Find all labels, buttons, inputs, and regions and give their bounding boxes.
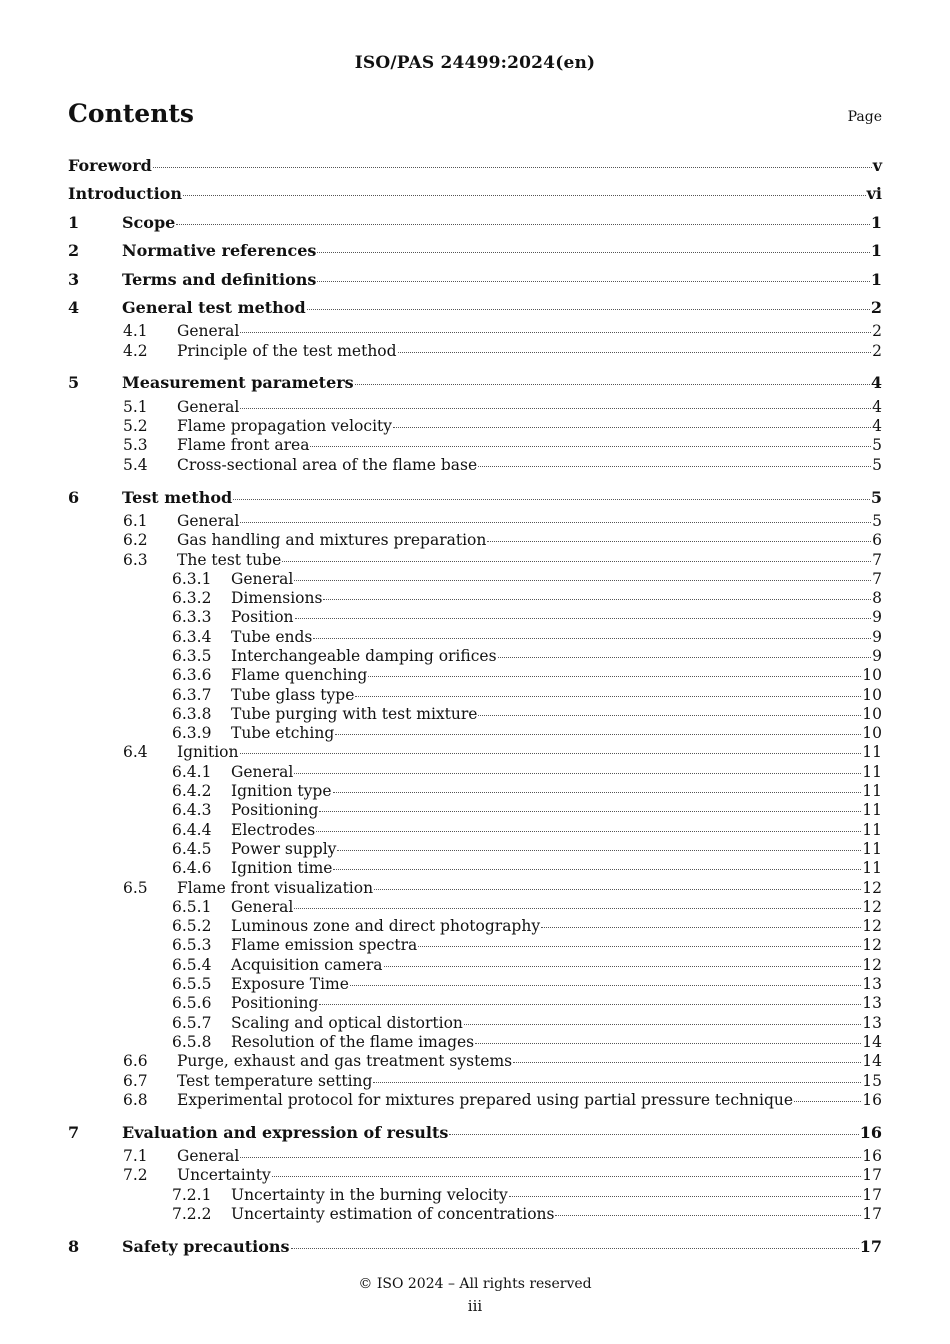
toc-entry-page[interactable]: 5 — [870, 487, 882, 507]
page-column-label: Page — [847, 109, 882, 125]
toc-entry[interactable] — [68, 936, 882, 955]
dot-leader — [313, 637, 871, 639]
toc-entry-number: 6.5.8 — [172, 1032, 212, 1051]
dot-leader — [294, 772, 861, 774]
dot-leader — [418, 945, 861, 947]
dot-leader — [478, 465, 871, 467]
toc-entry-title[interactable]: Purge, exhaust and gas treatment systems — [177, 1052, 513, 1071]
dot-leader — [319, 1003, 861, 1005]
toc-entry-number: 4.2 — [123, 341, 148, 360]
toc-entry-page[interactable]: 11 — [862, 782, 882, 801]
dot-leader — [478, 714, 861, 716]
toc-entry[interactable] — [68, 570, 882, 589]
page-title: Contents — [68, 99, 195, 128]
toc-entry-page[interactable]: 13 — [862, 975, 882, 994]
toc-entry-title[interactable]: Luminous zone and direct photography — [231, 917, 541, 936]
toc-entry-title[interactable]: Positioning — [231, 994, 319, 1013]
dot-leader — [355, 695, 861, 697]
toc-entry[interactable] — [68, 484, 882, 512]
toc-entry-title[interactable]: Gas handling and mixtures preparation — [177, 531, 487, 550]
toc-entry-page[interactable]: 6 — [872, 531, 882, 550]
toc-entry-number: 6.4.3 — [172, 801, 212, 820]
dot-leader — [337, 849, 861, 851]
toc-entry-number: 6.3.9 — [172, 724, 212, 743]
toc-entry-number: 2 — [68, 241, 80, 261]
toc-entry-page[interactable]: v — [872, 156, 882, 175]
toc-entry-number: 6.5 — [123, 878, 148, 897]
toc-entry[interactable] — [68, 608, 882, 627]
toc-entry-page[interactable]: 4 — [870, 373, 882, 393]
toc-entry-title[interactable]: Introduction — [68, 184, 182, 204]
toc-entry-title[interactable]: General — [231, 897, 294, 916]
toc-entry[interactable] — [68, 436, 882, 455]
toc-entry[interactable] — [68, 1233, 882, 1261]
toc-entry[interactable] — [68, 743, 882, 762]
toc-entry-number: 6.3.5 — [172, 646, 212, 665]
toc-entry-number: 6.5.1 — [172, 897, 212, 916]
toc-entry-title[interactable]: General — [177, 397, 240, 416]
toc-entry-number: 7 — [68, 1122, 80, 1142]
dot-leader — [333, 868, 861, 870]
toc-entry-number: 6 — [68, 487, 80, 507]
toc-entry-title[interactable]: Uncertainty — [177, 1166, 271, 1185]
toc-entry-title[interactable]: Ignition time — [231, 859, 333, 878]
toc-entry-number: 4.1 — [123, 322, 148, 341]
toc-entry-page[interactable]: 8 — [872, 589, 882, 608]
toc-entry-page[interactable]: 11 — [862, 801, 882, 820]
toc-entry-title[interactable]: General — [177, 511, 240, 530]
toc-entry-number: 5.1 — [123, 397, 148, 416]
dot-leader — [310, 445, 871, 447]
toc-entry-number: 7.1 — [123, 1147, 148, 1165]
toc-entry-page[interactable]: 11 — [862, 839, 882, 858]
toc-entry[interactable] — [68, 369, 882, 397]
dot-leader — [240, 331, 871, 333]
toc-entry-page[interactable]: 10 — [862, 704, 882, 723]
toc-entry[interactable] — [68, 1052, 882, 1071]
toc-entry-page[interactable]: 4 — [872, 417, 882, 436]
dot-leader — [555, 1214, 861, 1216]
toc-entry[interactable] — [68, 801, 882, 820]
toc-entry-number: 3 — [68, 269, 80, 289]
toc-entry-number: 7.2.1 — [172, 1185, 212, 1204]
dot-leader — [513, 1061, 861, 1063]
toc-entry-number: 5.2 — [123, 417, 148, 436]
toc-entry-number: 6.4 — [123, 743, 148, 762]
toc-entry[interactable] — [68, 917, 882, 936]
toc-entry-title[interactable]: Tube ends — [231, 627, 313, 646]
toc-entry-title[interactable]: General — [231, 569, 294, 588]
toc-entry-title[interactable]: Measurement parameters — [122, 373, 354, 393]
toc-entry-number: 6.1 — [123, 511, 148, 530]
toc-entry-title[interactable]: Scaling and optical distortion — [231, 1013, 463, 1032]
toc-entry-page[interactable]: 2 — [872, 341, 882, 360]
dot-leader — [398, 351, 872, 353]
toc-entry-page[interactable]: 13 — [862, 1013, 882, 1032]
toc-entry-page[interactable]: 13 — [862, 994, 882, 1013]
toc-entry-page[interactable]: 16 — [862, 1090, 882, 1109]
toc-entry-title[interactable]: Scope — [122, 212, 176, 232]
toc-entry-page[interactable]: 5 — [872, 455, 882, 474]
toc-entry-title[interactable]: Normative references — [122, 241, 317, 261]
toc-entry-page[interactable]: 7 — [872, 569, 882, 588]
toc-entry-number: 6.3.8 — [172, 704, 212, 723]
toc-entry[interactable] — [68, 209, 882, 237]
dot-leader — [350, 984, 861, 986]
toc-entry[interactable] — [68, 237, 882, 265]
toc-entry[interactable] — [68, 294, 882, 322]
toc-entry-page[interactable]: 10 — [862, 666, 882, 685]
toc-entry-title[interactable]: General test method — [122, 297, 306, 317]
dot-leader — [153, 166, 872, 168]
toc-entry-number: 6.5.5 — [172, 975, 212, 994]
table-of-contents — [68, 152, 882, 1261]
toc-entry-number: 5 — [68, 373, 80, 393]
toc-entry-number: 6.4.1 — [172, 762, 212, 781]
toc-entry[interactable] — [68, 647, 882, 666]
toc-entry-title[interactable]: Dimensions — [231, 589, 323, 608]
toc-entry-title[interactable]: Electrodes — [231, 820, 316, 839]
toc-entry[interactable] — [68, 322, 882, 341]
toc-entry-number: 4 — [68, 297, 80, 317]
toc-entry-number: 6.7 — [123, 1071, 148, 1090]
dot-leader — [319, 810, 861, 812]
toc-entry-title[interactable]: Power supply — [231, 839, 337, 858]
toc-entry-title[interactable]: Test method — [122, 487, 233, 507]
toc-entry-title[interactable]: Ignition — [177, 743, 239, 762]
dot-leader — [272, 1175, 862, 1177]
page-number: iii — [467, 1297, 483, 1315]
toc-entry-title[interactable]: Cross-sectional area of the flame base — [177, 455, 478, 474]
dot-leader — [374, 888, 861, 890]
toc-entry-page[interactable]: 12 — [862, 897, 882, 916]
toc-entry-page[interactable]: 4 — [872, 397, 882, 416]
toc-entry[interactable] — [68, 994, 882, 1013]
toc-entry-page[interactable]: 17 — [862, 1166, 882, 1185]
toc-entry[interactable] — [68, 840, 882, 859]
toc-entry-number: 7.2 — [123, 1166, 148, 1185]
toc-entry-number: 6.5.7 — [172, 1013, 212, 1032]
dot-leader — [291, 1247, 859, 1249]
toc-entry[interactable] — [68, 782, 882, 801]
toc-entry[interactable] — [68, 551, 882, 570]
toc-entry-title[interactable]: Experimental protocol for mixtures prepared using partial pressure technique — [177, 1090, 794, 1109]
toc-entry[interactable] — [68, 705, 882, 724]
toc-entry-number: 5.3 — [123, 436, 148, 455]
dot-leader — [464, 1023, 861, 1025]
dot-leader — [294, 907, 861, 909]
dot-leader — [316, 830, 861, 832]
toc-entry[interactable] — [68, 1072, 882, 1091]
toc-entry-title[interactable]: Acquisition camera — [231, 955, 383, 974]
toc-entry-number: 6.3.4 — [172, 627, 212, 646]
dot-leader — [355, 383, 870, 385]
toc-entry-page[interactable]: 16 — [862, 1147, 882, 1165]
toc-entry-title[interactable]: Flame propagation velocity — [177, 417, 393, 436]
dot-leader — [282, 560, 871, 562]
toc-entry-number: 6.3.6 — [172, 666, 212, 685]
toc-entry-number: 6.4.2 — [172, 782, 212, 801]
dot-leader — [541, 926, 861, 928]
toc-entry-number: 6.6 — [123, 1052, 148, 1071]
toc-entry-number: 1 — [68, 212, 80, 232]
toc-entry-title[interactable]: Tube purging with test mixture — [231, 704, 478, 723]
toc-entry-title[interactable]: Flame front area — [177, 436, 310, 455]
toc-entry-number: 6.8 — [123, 1090, 148, 1109]
copyright-footer: © ISO 2024 – All rights reserved — [358, 1276, 592, 1292]
toc-entry-page[interactable]: 12 — [862, 917, 882, 936]
toc-entry-page[interactable]: 5 — [872, 436, 882, 455]
toc-entry-page[interactable]: 12 — [862, 955, 882, 974]
toc-entry-page[interactable]: 11 — [862, 820, 882, 839]
toc-entry[interactable] — [68, 1014, 882, 1033]
toc-entry-page[interactable]: 14 — [862, 1052, 882, 1071]
toc-entry-number: 6.3.2 — [172, 589, 212, 608]
toc-entry[interactable] — [68, 724, 882, 743]
toc-entry-number: 6.5.6 — [172, 994, 212, 1013]
toc-entry[interactable] — [68, 898, 882, 917]
toc-entry-number: 6.5.3 — [172, 936, 212, 955]
toc-entry-number: 6.5.2 — [172, 917, 212, 936]
toc-entry[interactable] — [68, 512, 882, 531]
dot-leader — [368, 675, 861, 677]
toc-entry[interactable] — [68, 879, 882, 898]
toc-entry-title[interactable]: Exposure Time — [231, 975, 349, 994]
toc-entry-number: 6.3.7 — [172, 685, 212, 704]
toc-entry-page[interactable]: 14 — [862, 1032, 882, 1051]
toc-entry-title[interactable]: Resolution of the flame images — [231, 1032, 475, 1051]
toc-entry-title[interactable]: General — [177, 322, 240, 341]
toc-entry-page[interactable]: 1 — [870, 269, 882, 289]
toc-entry-page[interactable]: 10 — [862, 724, 882, 743]
dot-leader — [393, 426, 871, 428]
toc-entry[interactable] — [68, 1033, 882, 1052]
toc-entry-title[interactable]: General — [231, 762, 294, 781]
toc-entry-page[interactable]: 17 — [859, 1236, 882, 1256]
toc-entry-title[interactable]: Flame emission spectra — [231, 936, 418, 955]
toc-entry-title[interactable]: Uncertainty estimation of concentrations — [231, 1204, 555, 1223]
toc-entry-page[interactable]: 16 — [859, 1122, 882, 1142]
dot-leader — [475, 1042, 861, 1044]
dot-leader — [384, 965, 862, 967]
toc-entry[interactable] — [68, 821, 882, 840]
toc-entry-page[interactable]: 9 — [872, 646, 882, 665]
toc-entry-title[interactable]: Foreword — [68, 156, 152, 175]
toc-entry-number: 5.4 — [123, 455, 148, 474]
toc-entry[interactable] — [68, 1186, 882, 1205]
toc-entry-number: 6.3.3 — [172, 608, 212, 627]
toc-entry-page[interactable]: vi — [866, 184, 882, 204]
dot-leader — [509, 1195, 862, 1197]
toc-entry-page[interactable]: 17 — [862, 1204, 882, 1223]
toc-entry-title[interactable]: Flame front visualization — [177, 878, 374, 897]
toc-entry-page[interactable]: 5 — [872, 511, 882, 530]
toc-entry[interactable] — [68, 456, 882, 475]
toc-entry-page[interactable]: 10 — [862, 685, 882, 704]
toc-entry[interactable] — [68, 859, 882, 878]
toc-entry[interactable] — [68, 417, 882, 436]
toc-entry-page[interactable]: 15 — [862, 1071, 882, 1090]
toc-entry-page[interactable]: 11 — [862, 859, 882, 878]
dot-leader — [317, 251, 869, 253]
toc-entry[interactable] — [68, 531, 882, 550]
toc-entry[interactable] — [68, 763, 882, 782]
document-id: ISO/PAS 24499:2024(en) — [354, 53, 596, 73]
dot-leader — [323, 598, 871, 600]
toc-entry-page[interactable]: 9 — [872, 608, 882, 627]
dot-leader — [240, 407, 871, 409]
dot-leader — [183, 194, 866, 196]
toc-entry-page[interactable]: 12 — [862, 878, 882, 897]
dot-leader — [449, 1133, 858, 1135]
toc-entry-title[interactable]: The test tube — [177, 550, 282, 569]
toc-entry[interactable] — [68, 1147, 882, 1166]
toc-entry[interactable] — [68, 628, 882, 647]
toc-entry-number: 7.2.2 — [172, 1204, 212, 1223]
toc-entry-title[interactable]: Safety precautions — [122, 1236, 290, 1256]
dot-leader — [333, 791, 862, 793]
toc-entry-title[interactable]: Tube etching — [231, 724, 335, 743]
toc-entry-number: 6.2 — [123, 531, 148, 550]
toc-entry-number: 6.5.4 — [172, 955, 212, 974]
toc-entry-number: 6.3 — [123, 550, 148, 569]
toc-entry-page[interactable]: 12 — [862, 936, 882, 955]
toc-entry-page[interactable]: 17 — [862, 1185, 882, 1204]
toc-entry-page[interactable]: 1 — [870, 212, 882, 232]
toc-entry-page[interactable]: 7 — [872, 550, 882, 569]
toc-entry-page[interactable]: 2 — [872, 322, 882, 341]
toc-entry[interactable] — [68, 398, 882, 417]
toc-entry[interactable] — [68, 686, 882, 705]
toc-entry[interactable] — [68, 342, 882, 361]
dot-leader — [794, 1100, 861, 1102]
toc-entry-page[interactable]: 11 — [862, 743, 882, 762]
toc-entry-title[interactable]: Interchangeable damping orifices — [231, 646, 497, 665]
dot-leader — [240, 521, 871, 523]
toc-entry-title[interactable]: Terms and definitions — [122, 269, 317, 289]
dot-leader — [498, 656, 872, 658]
toc-entry[interactable] — [68, 1166, 882, 1185]
toc-entry-title[interactable]: Uncertainty in the burning velocity — [231, 1185, 508, 1204]
dot-leader — [233, 498, 870, 500]
toc-entry-number: 6.4.5 — [172, 839, 212, 858]
toc-entry-title[interactable]: Evaluation and expression of results — [122, 1122, 449, 1142]
toc-entry[interactable] — [68, 266, 882, 294]
toc-entry-page[interactable]: 11 — [862, 762, 882, 781]
toc-entry-title[interactable]: Test temperature setting — [177, 1071, 373, 1090]
toc-entry-page[interactable]: 9 — [872, 627, 882, 646]
dot-leader — [240, 752, 862, 754]
dot-leader — [294, 579, 871, 581]
dot-leader — [295, 617, 872, 619]
toc-entry-title[interactable]: Ignition type — [231, 782, 332, 801]
toc-entry[interactable] — [68, 975, 882, 994]
toc-entry-number: 8 — [68, 1236, 80, 1256]
toc-entry[interactable] — [68, 1205, 882, 1224]
dot-leader — [317, 280, 869, 282]
toc-entry-title[interactable]: General — [177, 1147, 240, 1165]
toc-entry-number: 6.4.6 — [172, 859, 212, 878]
toc-entry[interactable] — [68, 180, 882, 208]
toc-entry-title[interactable]: Tube glass type — [231, 685, 355, 704]
toc-entry-number: 6.3.1 — [172, 569, 212, 588]
dot-leader — [307, 308, 870, 310]
dot-leader — [373, 1081, 861, 1083]
toc-entry[interactable] — [68, 152, 882, 180]
toc-entry[interactable] — [68, 1091, 882, 1110]
toc-entry-title[interactable]: Flame quenching — [231, 666, 368, 685]
toc-entry-page[interactable]: 1 — [870, 241, 882, 261]
toc-entry-number: 6.4.4 — [172, 820, 212, 839]
toc-entry[interactable] — [68, 589, 882, 608]
toc-entry[interactable] — [68, 666, 882, 685]
dot-leader — [176, 223, 870, 225]
toc-entry-title[interactable]: Principle of the test method — [177, 341, 397, 360]
dot-leader — [335, 733, 861, 735]
dot-leader — [487, 540, 871, 542]
toc-entry-title[interactable]: Positioning — [231, 801, 319, 820]
toc-entry[interactable] — [68, 1119, 882, 1147]
toc-entry-title[interactable]: Position — [231, 608, 294, 627]
toc-entry-page[interactable]: 2 — [870, 297, 882, 317]
toc-entry[interactable] — [68, 956, 882, 975]
dot-leader — [240, 1156, 861, 1158]
